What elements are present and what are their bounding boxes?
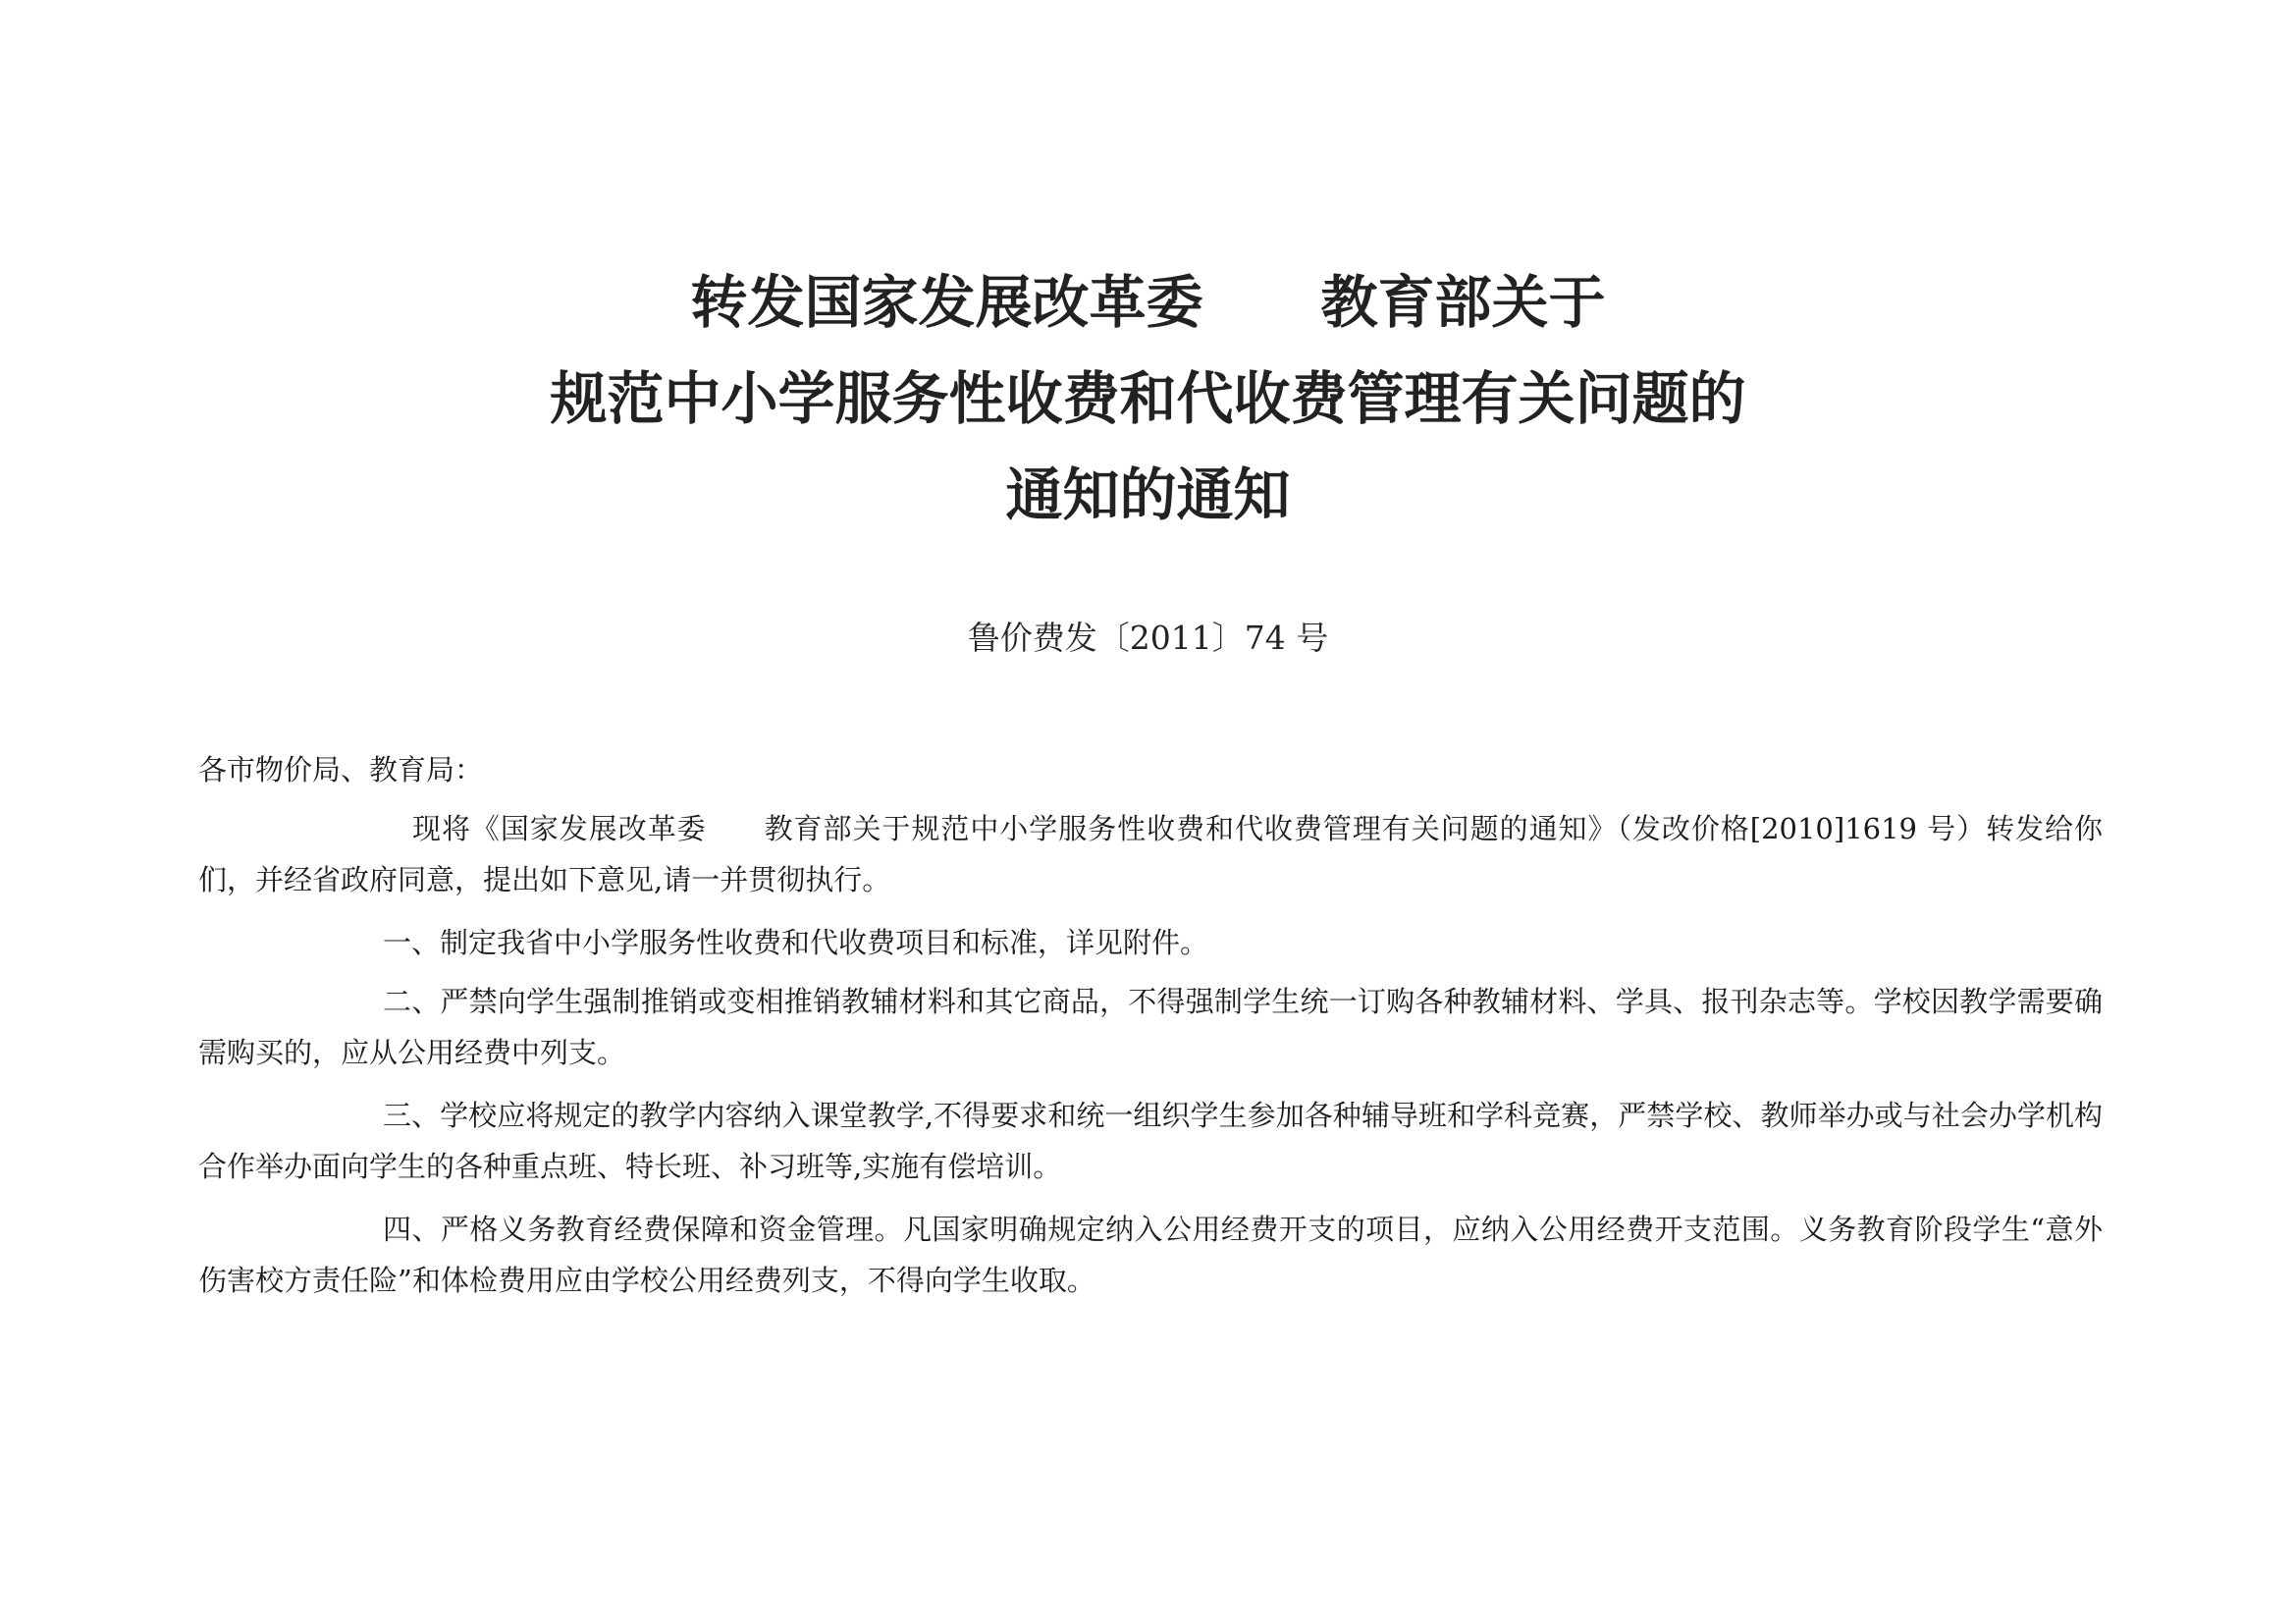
- title-issuer-moe: 教育部关于: [1320, 269, 1606, 336]
- title-issuer-ndrc: 转发国家发展改革委: [690, 269, 1203, 336]
- document-title-line-3: 通知的通知: [1005, 461, 1291, 528]
- item-paragraph-4: 四、严格义务教育经费保障和资金管理。凡国家明确规定纳入公用经费开支的项目，应纳入公用经费开支范围。义务教育阶段学生“意外伤害校方责任险”和体检费用应由学校公用经费列支，不得向学生收取。: [198, 1213, 2103, 1297]
- item-paragraph-3: 三、学校应将规定的教学内容纳入课堂教学,不得要求和统一组织学生参加各种辅导班和学科竞赛，严禁学校、教师举办或与社会办学机构合作举办面向学生的各种重点班、特长班、补习班等,实施有偿培训。: [198, 1099, 2103, 1183]
- intro-part-1: 现将《国家发展改革委: [412, 812, 707, 845]
- item-paragraph-1: 一、制定我省中小学服务性收费和代收费项目和标准，详见附件。: [383, 926, 1209, 959]
- intro-paragraph: [198, 803, 2103, 905]
- item-paragraph-2: 二、严禁向学生强制推销或变相推销教辅材料和其它商品，不得强制学生统一订购各种教辅材料、学具、报刊杂志等。学校因教学需要确需购买的，应从公用经费中列支。: [198, 985, 2103, 1069]
- salutation: 各市物价局、教育局：: [198, 753, 484, 786]
- document-title-line-1: [0, 267, 2296, 338]
- document-title-line-2: 规范中小学服务性收费和代收费管理有关问题的: [550, 365, 1746, 432]
- document-number: 鲁价费发〔2011〕74 号: [967, 619, 1329, 657]
- intro-part-2: 教育部关于规范中小学服务性收费和代收费管理有关问题的通知》（发改价格[2010]1619 号）转发给你们，并经省政府同意，提出如下意见,请一并贯彻执行。: [198, 812, 2103, 896]
